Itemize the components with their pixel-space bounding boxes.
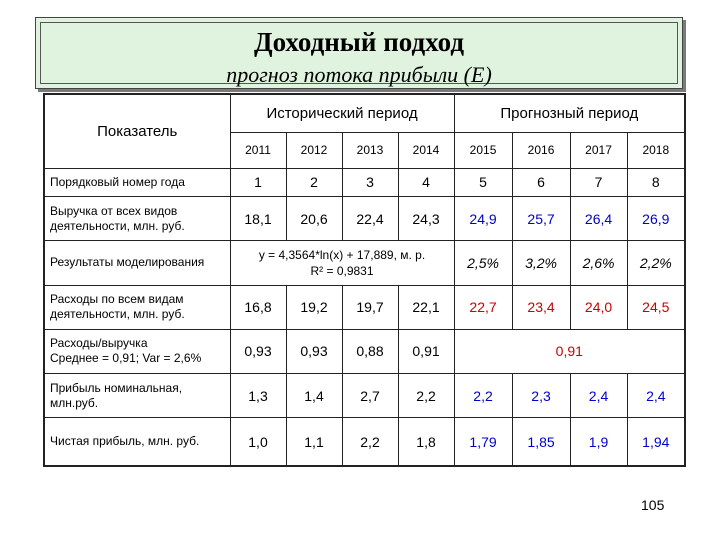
year-cell: 2012 bbox=[286, 132, 342, 168]
row-label: Расходы по всем видам деятельности, млн. руб. bbox=[44, 285, 230, 329]
forecast-value-cell: 22,7 bbox=[454, 285, 512, 329]
row-label bbox=[44, 329, 230, 373]
value-cell: 16,8 bbox=[230, 285, 286, 329]
forecast-value-cell: 24,5 bbox=[627, 285, 685, 329]
value-cell: 6 bbox=[512, 168, 570, 196]
table-row bbox=[44, 285, 685, 329]
growth-cell: 2,2% bbox=[627, 241, 685, 285]
value-cell: 2 bbox=[286, 168, 342, 196]
growth-cell: 2,6% bbox=[570, 241, 627, 285]
value-cell: 1,3 bbox=[230, 373, 286, 417]
forecast-value-cell: 26,4 bbox=[570, 197, 627, 241]
profit-forecast-table bbox=[43, 93, 686, 467]
model-formula-cell bbox=[230, 241, 454, 285]
year-cell: 2016 bbox=[512, 132, 570, 168]
header-historical: Исторический период bbox=[230, 94, 454, 132]
header-forecast: Прогнозный период bbox=[454, 94, 685, 132]
value-cell: 22,4 bbox=[342, 197, 398, 241]
forecast-value-cell: 2,4 bbox=[627, 373, 685, 417]
year-cell: 2013 bbox=[342, 132, 398, 168]
row-label: Выручка от всех видов деятельности, млн. руб. bbox=[44, 197, 230, 241]
year-cell: 2017 bbox=[570, 132, 627, 168]
forecast-value-cell: 25,7 bbox=[512, 197, 570, 241]
model-r2: R² = 0,9831 bbox=[310, 263, 374, 278]
growth-cell: 3,2% bbox=[512, 241, 570, 285]
value-cell: 0,93 bbox=[286, 329, 342, 373]
value-cell: 8 bbox=[627, 168, 685, 196]
value-cell: 19,7 bbox=[342, 285, 398, 329]
row-label-line: Расходы/выручка bbox=[50, 336, 148, 351]
value-cell: 24,3 bbox=[398, 197, 454, 241]
forecast-value-cell: 2,2 bbox=[454, 373, 512, 417]
value-cell: 0,88 bbox=[342, 329, 398, 373]
slide-subtitle: прогноз потока прибыли (E) bbox=[226, 62, 492, 87]
table-header-row-1 bbox=[44, 94, 685, 132]
value-cell: 0,93 bbox=[230, 329, 286, 373]
forecast-value-cell: 1,9 bbox=[570, 418, 627, 466]
forecast-value-cell: 24,9 bbox=[454, 197, 512, 241]
value-cell: 3 bbox=[342, 168, 398, 196]
value-cell: 1,1 bbox=[286, 418, 342, 466]
table-row bbox=[44, 418, 685, 466]
value-cell: 19,2 bbox=[286, 285, 342, 329]
forecast-value-cell: 2,3 bbox=[512, 373, 570, 417]
year-cell: 2011 bbox=[230, 132, 286, 168]
title-box bbox=[35, 17, 683, 89]
value-cell: 4 bbox=[398, 168, 454, 196]
row-label-line: Среднее = 0,91; Var = 2,6% bbox=[50, 351, 202, 366]
forecast-ratio-cell: 0,91 bbox=[454, 329, 685, 373]
year-cell: 2014 bbox=[398, 132, 454, 168]
value-cell: 2,2 bbox=[342, 418, 398, 466]
value-cell: 2,7 bbox=[342, 373, 398, 417]
slide-title: Доходный подход bbox=[254, 27, 464, 57]
table-row bbox=[44, 197, 685, 241]
growth-cell: 2,5% bbox=[454, 241, 512, 285]
year-cell: 2018 bbox=[627, 132, 685, 168]
model-formula: y = 4,3564*ln(x) + 17,889, м. р. bbox=[258, 247, 426, 262]
forecast-value-cell: 24,0 bbox=[570, 285, 627, 329]
value-cell: 18,1 bbox=[230, 197, 286, 241]
value-cell: 0,91 bbox=[398, 329, 454, 373]
value-cell: 1,4 bbox=[286, 373, 342, 417]
table-row bbox=[44, 241, 685, 285]
table-row bbox=[44, 168, 685, 196]
value-cell: 1 bbox=[230, 168, 286, 196]
table-row bbox=[44, 329, 685, 373]
forecast-value-cell: 1,79 bbox=[454, 418, 512, 466]
row-label: Результаты моделирования bbox=[44, 241, 230, 285]
value-cell: 22,1 bbox=[398, 285, 454, 329]
forecast-value-cell: 1,85 bbox=[512, 418, 570, 466]
value-cell: 2,2 bbox=[398, 373, 454, 417]
row-label: Чистая прибыль, млн. руб. bbox=[44, 418, 230, 466]
page-number: 105 bbox=[641, 497, 665, 513]
value-cell: 1,8 bbox=[398, 418, 454, 466]
forecast-value-cell: 26,9 bbox=[627, 197, 685, 241]
forecast-value-cell: 23,4 bbox=[512, 285, 570, 329]
value-cell: 1,0 bbox=[230, 418, 286, 466]
year-cell: 2015 bbox=[454, 132, 512, 168]
value-cell: 5 bbox=[454, 168, 512, 196]
table-row bbox=[44, 373, 685, 417]
row-label: Прибыль номинальная, млн.руб. bbox=[44, 373, 230, 417]
header-indicator: Показатель bbox=[44, 94, 230, 168]
row-label: Порядковый номер года bbox=[44, 168, 230, 196]
value-cell: 20,6 bbox=[286, 197, 342, 241]
forecast-value-cell: 1,94 bbox=[627, 418, 685, 466]
forecast-value-cell: 2,4 bbox=[570, 373, 627, 417]
value-cell: 7 bbox=[570, 168, 627, 196]
